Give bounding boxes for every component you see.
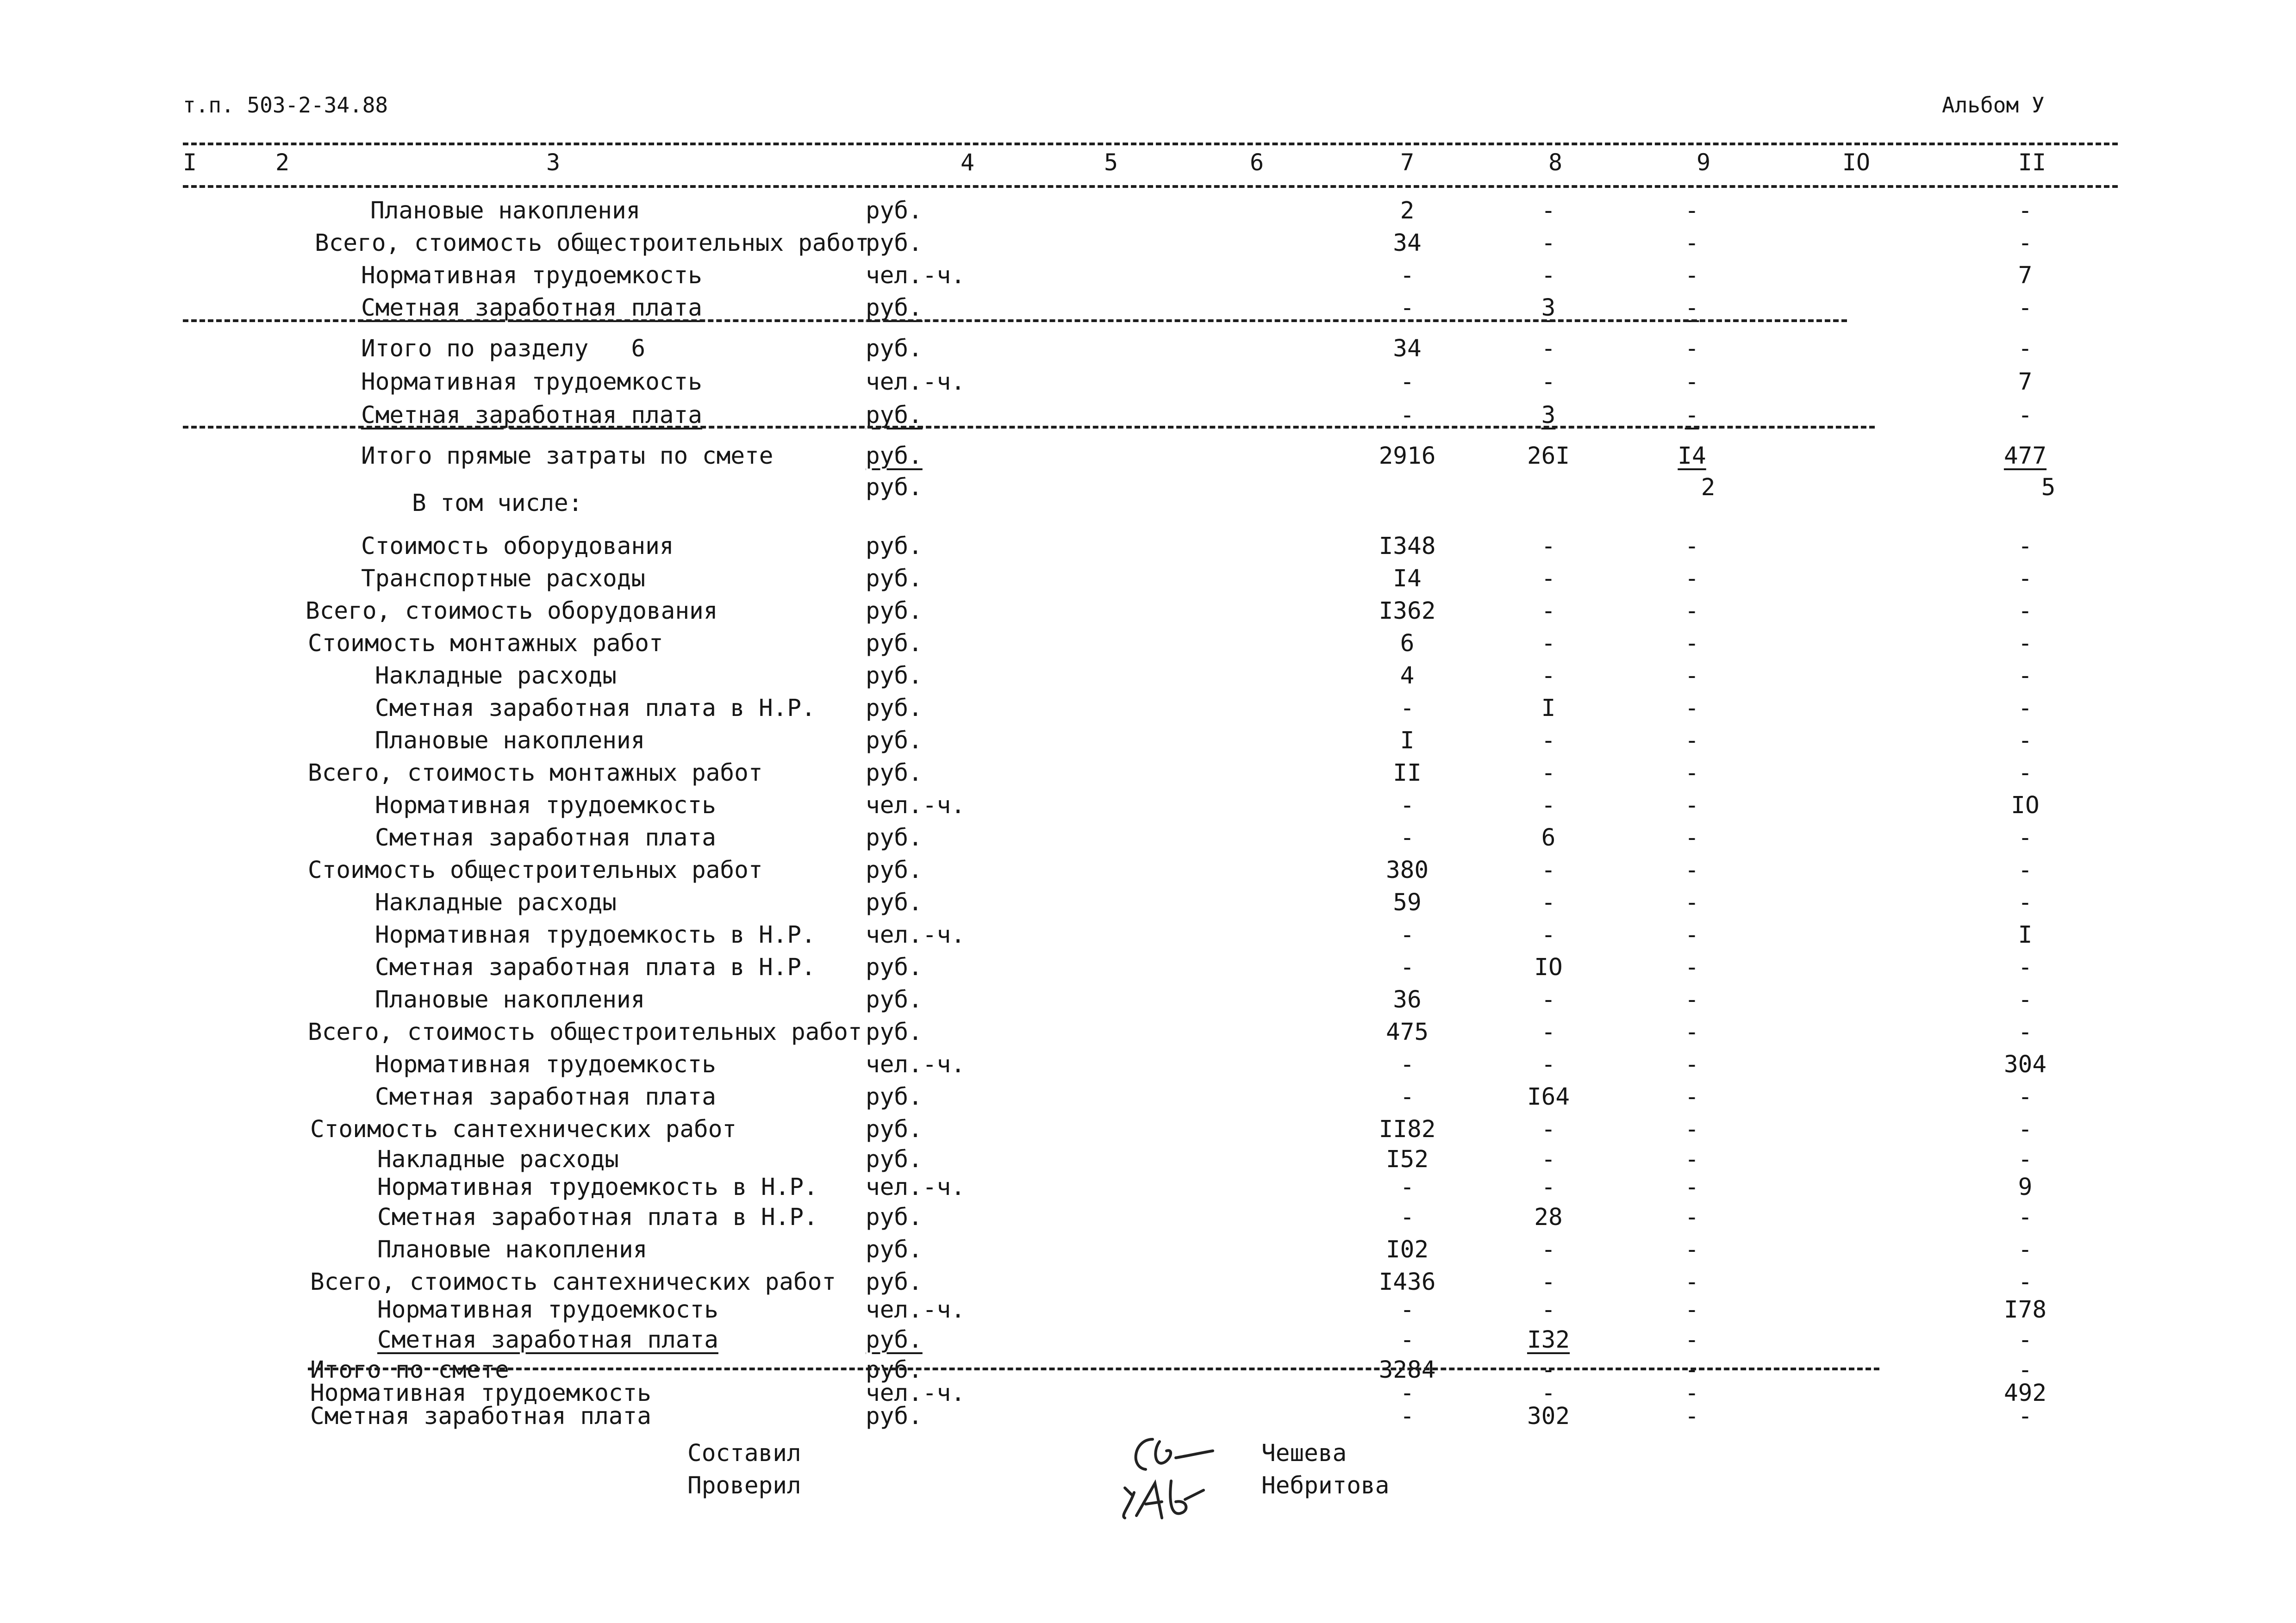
row-unit: руб. [866,824,923,852]
cell-col-7: I4 [1393,565,1422,592]
cell-col-9: - [1685,759,1699,787]
cell-col-9: - [1685,954,1699,981]
cell-col-7: - [1400,368,1415,396]
cell-col-7: - [1400,402,1415,429]
row-unit: руб. [866,1356,923,1384]
cell-col-8: - [1541,1051,1556,1078]
row-unit: руб. [866,230,923,257]
cell-col-11: - [2018,1236,2033,1263]
row-label: Стоимость оборудования [361,533,674,560]
cell-col-8: - [1541,1236,1556,1263]
cell-col-11: - [2018,1269,2033,1296]
row-label: Сметная заработная плата [361,294,702,322]
cell-col-8: - [1541,1356,1556,1384]
checked-by-name: Небритова [1261,1472,1390,1499]
cell-col-8: 3 [1541,402,1556,429]
cell-col-8: - [1541,759,1556,787]
cell-col-8: - [1541,597,1556,625]
cell-col-9: - [1685,986,1699,1014]
cell-col-9: - [1685,889,1699,916]
cell-col-9: - [1685,857,1699,884]
column-number-9: 9 [1696,149,1711,176]
row-label: Итого прямые затраты по смете [361,442,774,470]
cell-col-11: - [2018,986,2033,1014]
cell-col-8: 6 [1541,824,1556,852]
section-rule [308,1368,1879,1370]
row-unit: руб. [866,954,923,981]
row-label: В том числе: [412,490,583,517]
cell-col-9: - [1685,402,1699,429]
cell-col-7: 4 [1400,662,1415,690]
column-number-5: 5 [1104,149,1118,176]
cell-col-11: 304 [2003,1051,2047,1078]
cell-col-7: I362 [1379,597,1436,625]
cell-col-9: - [1685,565,1699,592]
column-number-10: IO [1842,149,1871,176]
cell-col-7: I348 [1379,533,1436,560]
row-label: Плановые накопления [375,986,645,1014]
column-number-1: I [182,149,197,176]
row-label: Сметная заработная плата [375,1083,716,1111]
cell-col-9: - [1685,1174,1699,1201]
row-label: Всего, стоимость оборудования [306,597,718,625]
cell-col-11: 9 [2018,1174,2033,1201]
cell-col-9: - [1685,792,1699,819]
album-label: Альбом У [1942,93,2045,118]
cell-col-11: IO [2011,792,2040,819]
row-unit: чел.-ч. [866,792,965,819]
cell-col-11: - [2018,695,2033,722]
cell-col-7: - [1400,1204,1415,1231]
row-label: Сметная заработная плата в Н.Р. [375,954,816,981]
cell-col-8: - [1541,630,1556,657]
cell-col-8: - [1541,197,1556,224]
row-unit: руб. [866,533,923,560]
row-unit: руб. [866,1326,923,1354]
row-unit: руб. [866,197,923,224]
column-number-8: 8 [1548,149,1563,176]
row-unit: руб. [866,889,923,916]
cell-col-7: - [1400,921,1415,949]
row-label: Нормативная трудоемкость [377,1296,718,1324]
row-label: Плановые накопления [375,727,645,754]
column-number-4: 4 [960,149,975,176]
cell-col-7: - [1400,695,1415,722]
cell-col-11: - [2018,630,2033,657]
column-number-11: II [2018,149,2046,176]
row-unit: чел.-ч. [866,1051,965,1078]
cell-col-11-secondary: 5 [2041,474,2056,501]
cell-col-9-secondary: 2 [1701,474,1716,501]
cell-col-7: 36 [1393,986,1422,1014]
row-unit: руб. [866,986,923,1014]
cell-col-11: I78 [2003,1296,2047,1324]
cell-col-7: - [1400,262,1415,289]
cell-col-9: - [1685,630,1699,657]
signature-compiler [1120,1430,1222,1476]
row-unit: чел.-ч. [866,1296,965,1324]
cell-col-11: - [2018,727,2033,754]
cell-col-7: 6 [1400,630,1415,657]
row-label: Нормативная трудоемкость [375,792,716,819]
cell-col-11: - [2018,230,2033,257]
cell-col-8: - [1541,1269,1556,1296]
cell-col-7: - [1400,954,1415,981]
cell-col-9: - [1685,1236,1699,1263]
row-label: Стоимость сантехнических работ [310,1116,737,1143]
cell-col-11: - [2018,824,2033,852]
cell-col-9: - [1685,597,1699,625]
header-top-rule [183,143,2118,145]
row-label: Сметная заработная плата [375,824,716,852]
cell-col-9: - [1685,1356,1699,1384]
cell-col-8: - [1541,1296,1556,1324]
row-unit: руб. [866,1146,923,1173]
cell-col-7: - [1400,1296,1415,1324]
row-label: Нормативная трудоемкость [375,1051,716,1078]
cell-col-7: 475 [1385,1019,1429,1046]
cell-col-8: I64 [1527,1083,1570,1111]
row-unit: чел.-ч. [866,921,965,949]
cell-col-9: - [1685,921,1699,949]
row-unit: руб. [866,695,923,722]
cell-col-11: - [2018,1083,2033,1111]
cell-col-11: 477 [2003,442,2047,470]
row-label: Сметная заработная плата [361,402,702,429]
cell-col-9: - [1685,662,1699,690]
cell-col-8: - [1541,727,1556,754]
row-unit: руб. [866,630,923,657]
row-unit: руб. [866,727,923,754]
row-label: Нормативная трудоемкость [310,1380,651,1407]
cell-col-8: - [1541,1380,1556,1407]
cell-col-8: - [1541,662,1556,690]
cell-col-7: I52 [1385,1146,1429,1173]
row-unit: чел.-ч. [866,368,965,396]
row-unit: чел.-ч. [866,1174,965,1201]
cell-col-7: - [1400,1403,1415,1430]
row-unit: руб. [866,565,923,592]
cell-col-11: - [2018,294,2033,322]
cell-col-7: - [1400,1174,1415,1201]
cell-col-11: - [2018,1403,2033,1430]
row-label: Нормативная трудоемкость [361,262,702,289]
cell-col-7: I [1400,727,1415,754]
cell-col-9: - [1685,1083,1699,1111]
cell-col-8: 302 [1527,1403,1570,1430]
cell-col-11: - [2018,857,2033,884]
cell-col-11: - [2018,889,2033,916]
signature-checker [1111,1474,1222,1530]
cell-col-9: - [1685,727,1699,754]
cell-col-7: - [1400,1083,1415,1111]
column-number-6: 6 [1249,149,1264,176]
cell-col-8: - [1541,262,1556,289]
cell-col-11: - [2018,954,2033,981]
cell-col-9: - [1685,368,1699,396]
cell-col-7: - [1400,1326,1415,1354]
checked-by-label: Проверил [687,1472,801,1499]
cell-col-11: - [2018,1116,2033,1143]
cell-col-9: - [1685,824,1699,852]
row-label: Накладные расходы [375,662,617,690]
cell-col-8: I [1541,695,1556,722]
cell-col-9: I4 [1678,442,1706,470]
row-unit: руб. [866,597,923,625]
cell-col-9: - [1685,1146,1699,1173]
cell-col-7: - [1400,1051,1415,1078]
cell-col-11: I [2018,921,2033,949]
cell-col-9: - [1685,1116,1699,1143]
row-unit: руб. [866,857,923,884]
cell-col-11: - [2018,1326,2033,1354]
document-reference: т.п. 503-2-34.88 [183,93,388,118]
header-bottom-rule [183,185,2118,188]
cell-col-9: - [1685,1019,1699,1046]
cell-col-9: - [1685,1403,1699,1430]
cell-col-11: - [2018,1146,2033,1173]
cell-col-9: - [1685,335,1699,362]
row-label: Плановые накопления [377,1236,648,1263]
section-rule [183,319,1847,322]
cell-col-11: - [2018,197,2033,224]
cell-col-7: I02 [1385,1236,1429,1263]
cell-col-8: I32 [1527,1326,1570,1354]
row-unit: руб. [866,402,923,429]
section-rule [183,426,1875,429]
cell-col-11: 7 [2018,368,2033,396]
cell-col-8: 3 [1541,294,1556,322]
cell-col-9: - [1685,1296,1699,1324]
cell-col-7: - [1400,1380,1415,1407]
row-unit-secondary: руб. [866,474,923,501]
cell-col-8: - [1541,889,1556,916]
cell-col-9: - [1685,1051,1699,1078]
column-number-3: 3 [546,149,561,176]
cell-col-8: - [1541,792,1556,819]
cell-col-9: - [1685,294,1699,322]
cell-col-8: - [1541,986,1556,1014]
cell-col-7: II [1393,759,1422,787]
row-unit: руб. [866,1269,923,1296]
cell-col-9: - [1685,230,1699,257]
row-unit: руб. [866,442,923,470]
row-unit: руб. [866,1204,923,1231]
cell-col-8: - [1541,230,1556,257]
cell-col-7: 2916 [1379,442,1436,470]
cell-col-7: - [1400,792,1415,819]
row-unit: чел.-ч. [866,262,965,289]
cell-col-7: - [1400,824,1415,852]
cell-col-11: - [2018,759,2033,787]
row-label: Стоимость монтажных работ [308,630,663,657]
cell-col-8: 26I [1527,442,1570,470]
cell-col-7: 59 [1393,889,1422,916]
cell-col-8: - [1541,533,1556,560]
row-unit: руб. [866,759,923,787]
cell-col-7: I436 [1379,1269,1436,1296]
row-label: Всего, стоимость общестроительных работ [315,230,869,257]
cell-col-8: - [1541,368,1556,396]
row-label: Итого по смете [310,1356,509,1384]
row-label: Стоимость общестроительных работ [308,857,763,884]
row-label: Всего, стоимость монтажных работ [308,759,763,787]
row-unit: руб. [866,1403,923,1430]
compiled-by-name: Чешева [1261,1440,1347,1467]
cell-col-9: - [1685,197,1699,224]
cell-col-11: 492 [2003,1380,2047,1407]
row-label: Итого по разделу 6 [361,335,646,362]
row-label: Транспортные расходы [361,565,646,592]
row-label: Плановые накопления [370,197,641,224]
cell-col-11: - [2018,1019,2033,1046]
row-unit: руб. [866,1019,923,1046]
cell-col-11: - [2018,533,2033,560]
cell-col-8: - [1541,1019,1556,1046]
cell-col-11: - [2018,662,2033,690]
row-label: Накладные расходы [377,1146,619,1173]
row-label: Нормативная трудоемкость в Н.Р. [375,921,816,949]
cell-col-7: 380 [1385,857,1429,884]
cell-col-8: - [1541,857,1556,884]
cell-col-8: - [1541,1174,1556,1201]
row-unit: руб. [866,1116,923,1143]
cell-col-9: - [1685,695,1699,722]
cell-col-7: 2 [1400,197,1415,224]
cell-col-7: 3284 [1379,1356,1436,1384]
cell-col-8: - [1541,335,1556,362]
cell-col-8: - [1541,1116,1556,1143]
cell-col-9: - [1685,1269,1699,1296]
cell-col-11: - [2018,597,2033,625]
row-label: Сметная заработная плата в Н.Р. [377,1204,818,1231]
cell-col-8: - [1541,921,1556,949]
row-label: Всего, стоимость сантехнических работ [310,1269,836,1296]
column-number-7: 7 [1400,149,1415,176]
cell-col-8: - [1541,1146,1556,1173]
row-label: Всего, стоимость общестроительных работ [308,1019,862,1046]
row-unit: руб. [866,1236,923,1263]
cell-col-9: - [1685,1326,1699,1354]
row-label: Сметная заработная плата [377,1326,718,1354]
column-number-2: 2 [275,149,290,176]
row-label: Сметная заработная плата [310,1403,651,1430]
cell-col-11: - [2018,1204,2033,1231]
row-label: Сметная заработная плата в Н.Р. [375,695,816,722]
cell-col-7: - [1400,294,1415,322]
compiled-by-label: Составил [687,1440,801,1467]
cell-col-11: - [2018,1356,2033,1384]
cell-col-9: - [1685,1204,1699,1231]
cell-col-7: 34 [1393,335,1422,362]
row-unit: руб. [866,294,923,322]
cell-col-8: IO [1534,954,1563,981]
cell-col-11: 7 [2018,262,2033,289]
row-label: Нормативная трудоемкость [361,368,702,396]
row-unit: руб. [866,1083,923,1111]
cell-col-11: - [2018,335,2033,362]
cell-col-11: - [2018,565,2033,592]
row-label: Накладные расходы [375,889,617,916]
cell-col-7: II82 [1379,1116,1436,1143]
cell-col-11: - [2018,402,2033,429]
cell-col-7: 34 [1393,230,1422,257]
row-unit: чел.-ч. [866,1380,965,1407]
row-label: Нормативная трудоемкость в Н.Р. [377,1174,818,1201]
cell-col-9: - [1685,1380,1699,1407]
cell-col-8: - [1541,565,1556,592]
cell-col-9: - [1685,262,1699,289]
row-unit: руб. [866,335,923,362]
row-unit: руб. [866,662,923,690]
cell-col-8: 28 [1534,1204,1563,1231]
cell-col-9: - [1685,533,1699,560]
